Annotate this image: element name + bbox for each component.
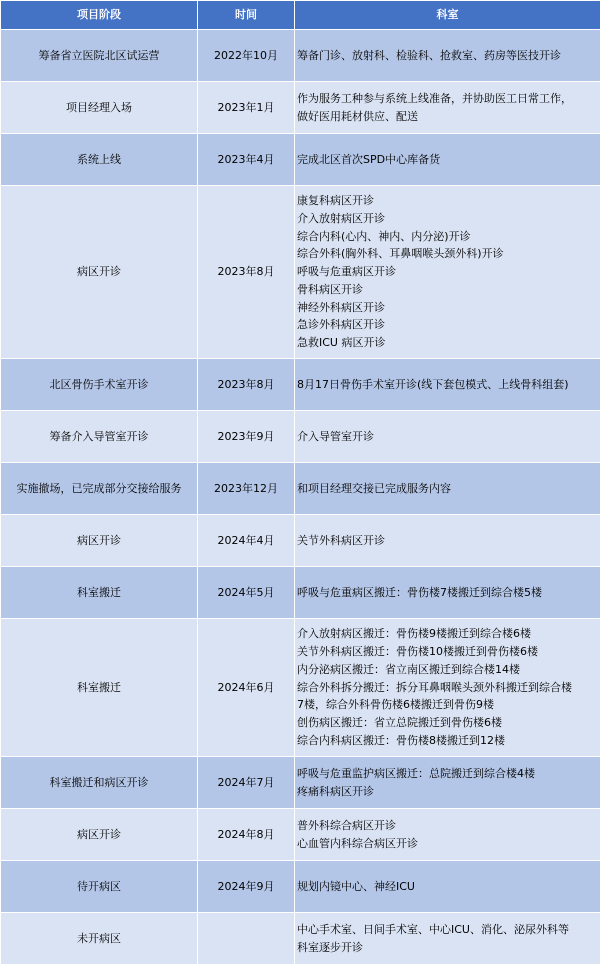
stage-cell: 筹备省立医院北区试运营 [1,30,198,82]
table-row [1,134,600,186]
dept-cell [295,619,600,757]
dept-line: 规划内镜中心、神经ICU [297,878,596,896]
time-cell: 2022年10月 [198,30,295,82]
stage-cell: 待开病区 [1,861,198,913]
dept-line: 介入放射病区开诊 [297,210,596,228]
dept-cell [295,809,600,861]
dept-line: 关节外科病区搬迁：骨伤楼10楼搬迁到骨伤楼6楼 [297,643,596,661]
stage-cell: 科室搬迁 [1,567,198,619]
dept-line: 介入导管室开诊 [297,428,596,446]
dept-cell [295,463,600,515]
dept-line: 疼痛科病区开诊 [297,783,596,801]
dept-line: 呼吸与危重病区开诊 [297,263,596,281]
time-cell: 2024年4月 [198,515,295,567]
dept-cell [295,913,600,965]
table-row [1,567,600,619]
stage-cell: 系统上线 [1,134,198,186]
dept-line: 综合内科病区搬迁：骨伤楼8楼搬迁到12楼 [297,732,596,750]
dept-line: 介入放射病区搬迁：骨伤楼9楼搬迁到综合楼6楼 [297,625,596,643]
dept-line: 康复科病区开诊 [297,192,596,210]
table-row [1,463,600,515]
time-cell: 2023年4月 [198,134,295,186]
dept-line: 科室逐步开诊 [297,939,596,957]
stage-cell: 实施撤场，已完成部分交接给服务 [1,463,198,515]
time-cell: 2023年8月 [198,186,295,359]
dept-line: 8月17日骨伤手术室开诊(线下套包模式、上线骨科组套) [297,376,596,394]
dept-cell [295,30,600,82]
table-row [1,809,600,861]
dept-line: 骨科病区开诊 [297,281,596,299]
time-cell: 2024年8月 [198,809,295,861]
stage-cell: 北区骨伤手术室开诊 [1,359,198,411]
table-row [1,82,600,134]
time-cell: 2024年5月 [198,567,295,619]
stage-cell: 科室搬迁和病区开诊 [1,757,198,809]
dept-cell [295,567,600,619]
stage-cell: 科室搬迁 [1,619,198,757]
header-time: 时间 [198,1,295,30]
dept-cell [295,359,600,411]
dept-line: 作为服务工种参与系统上线准备，并协助医工日常工作， [297,90,596,108]
stage-cell: 病区开诊 [1,515,198,567]
time-cell: 2024年9月 [198,861,295,913]
time-cell: 2023年1月 [198,82,295,134]
time-cell: 2024年6月 [198,619,295,757]
stage-cell: 筹备介入导管室开诊 [1,411,198,463]
dept-line: 急诊外科病区开诊 [297,316,596,334]
table-row [1,861,600,913]
dept-line: 综合外科拆分搬迁：拆分耳鼻咽喉头颈外科搬迁到综合楼 [297,679,596,697]
dept-cell [295,134,600,186]
dept-line: 内分泌病区搬迁：省立南区搬迁到综合楼14楼 [297,661,596,679]
table-row [1,411,600,463]
dept-line: 筹备门诊、放射科、检验科、抢救室、药房等医技开诊 [297,47,596,65]
dept-line: 完成北区首次SPD中心库备货 [297,151,596,169]
table-row [1,30,600,82]
dept-line: 关节外科病区开诊 [297,532,596,550]
time-cell: 2023年12月 [198,463,295,515]
header-stage: 项目阶段 [1,1,198,30]
dept-line: 急救ICU 病区开诊 [297,334,596,352]
dept-cell [295,515,600,567]
dept-cell [295,186,600,359]
dept-line: 7楼，综合外科骨伤楼6楼搬迁到骨伤9楼 [297,696,596,714]
table-row [1,186,600,359]
table-row [1,619,600,757]
dept-line: 心血管内科综合病区开诊 [297,835,596,853]
table-body [1,30,600,965]
dept-line: 呼吸与危重监护病区搬迁：总院搬迁到综合楼4楼 [297,765,596,783]
dept-line: 综合内科(心内、神内、内分泌)开诊 [297,228,596,246]
dept-line: 综合外科(胸外科、耳鼻咽喉头颈外科)开诊 [297,245,596,263]
table-row [1,913,600,965]
table-row [1,359,600,411]
dept-cell [295,82,600,134]
time-cell: 2023年8月 [198,359,295,411]
dept-line: 做好医用耗材供应、配送 [297,108,596,126]
dept-line: 中心手术室、日间手术室、中心ICU、消化、泌尿外科等 [297,921,596,939]
dept-line: 神经外科病区开诊 [297,299,596,317]
stage-cell: 项目经理入场 [1,82,198,134]
dept-cell [295,861,600,913]
dept-line: 呼吸与危重病区搬迁：骨伤楼7楼搬迁到综合楼5楼 [297,584,596,602]
table-row [1,757,600,809]
table-row [1,515,600,567]
dept-cell [295,411,600,463]
dept-line: 和项目经理交接已完成服务内容 [297,480,596,498]
time-cell [198,913,295,965]
time-cell: 2024年7月 [198,757,295,809]
stage-cell: 病区开诊 [1,809,198,861]
stage-cell: 病区开诊 [1,186,198,359]
dept-line: 创伤病区搬迁：省立总院搬迁到骨伤楼6楼 [297,714,596,732]
time-cell: 2023年9月 [198,411,295,463]
stage-cell: 未开病区 [1,913,198,965]
header-row [1,1,600,30]
header-dept: 科室 [295,1,600,30]
dept-line: 普外科综合病区开诊 [297,817,596,835]
dept-cell [295,757,600,809]
